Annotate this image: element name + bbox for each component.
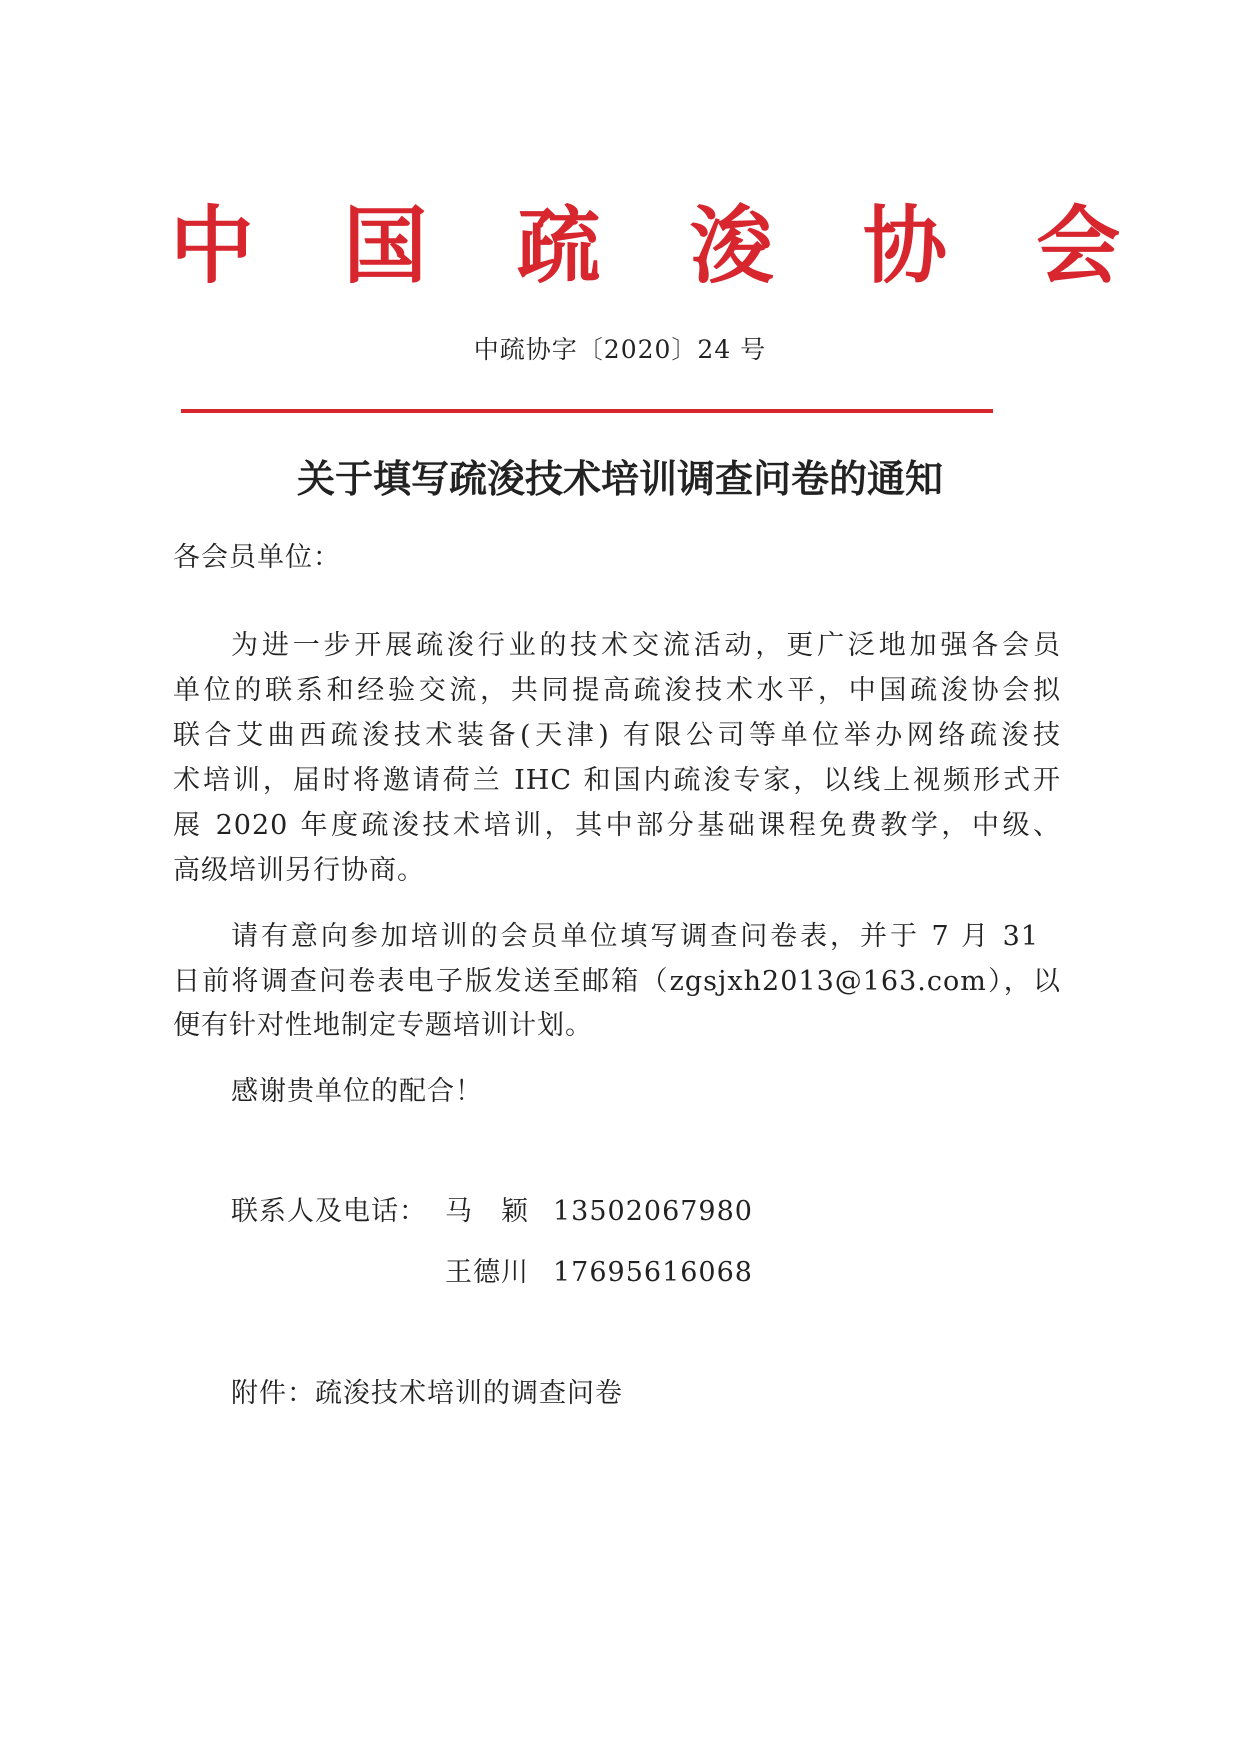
attachment-line: 附件：疏浚技术培训的调查问卷 xyxy=(231,1378,623,1409)
paragraph-2-line-2: 日前将调查问卷表电子版发送至邮箱（zgsjxh2013@163.com），以 xyxy=(173,966,1061,997)
paragraph-1-line-6: 高级培训另行协商。 xyxy=(173,855,425,886)
contact-2-phone: 17695616068 xyxy=(553,1257,753,1288)
contact-2-name: 王德川 xyxy=(445,1257,529,1288)
paragraph-1-line-5: 展 2020 年度疏浚技术培训，其中部分基础课程免费教学，中级、 xyxy=(173,810,1061,841)
contact-1-name: 马 颖 xyxy=(445,1196,529,1227)
paragraph-1-line-3: 联合艾曲西疏浚技术装备(天津) 有限公司等单位举办网络疏浚技 xyxy=(173,720,1061,751)
paragraph-1-line-1: 为进一步开展疏浚行业的技术交流活动，更广泛地加强各会员 xyxy=(231,630,1061,661)
paragraph-1-line-2: 单位的联系和经验交流，共同提高疏浚技术水平，中国疏浚协会拟 xyxy=(173,675,1061,706)
red-divider-rule xyxy=(181,409,993,413)
org-title: 中 国 疏 浚 协 会 xyxy=(170,197,1151,295)
paragraph-2-line-3: 便有针对性地制定专题培训计划。 xyxy=(173,1010,593,1041)
thanks-line: 感谢贵单位的配合！ xyxy=(231,1076,483,1107)
contact-1-phone: 13502067980 xyxy=(553,1196,753,1227)
document-number: 中疏协字〔2020〕24 号 xyxy=(473,335,767,364)
contact-label: 联系人及电话： xyxy=(231,1196,427,1227)
paragraph-1-line-4: 术培训，届时将邀请荷兰 IHC 和国内疏浚专家，以线上视频形式开 xyxy=(173,765,1061,796)
salutation: 各会员单位： xyxy=(173,542,341,573)
notice-title: 关于填写疏浚技术培训调查问卷的通知 xyxy=(296,457,943,501)
paragraph-2-line-1: 请有意向参加培训的会员单位填写调查问卷表，并于 7 月 31 xyxy=(231,921,1039,952)
